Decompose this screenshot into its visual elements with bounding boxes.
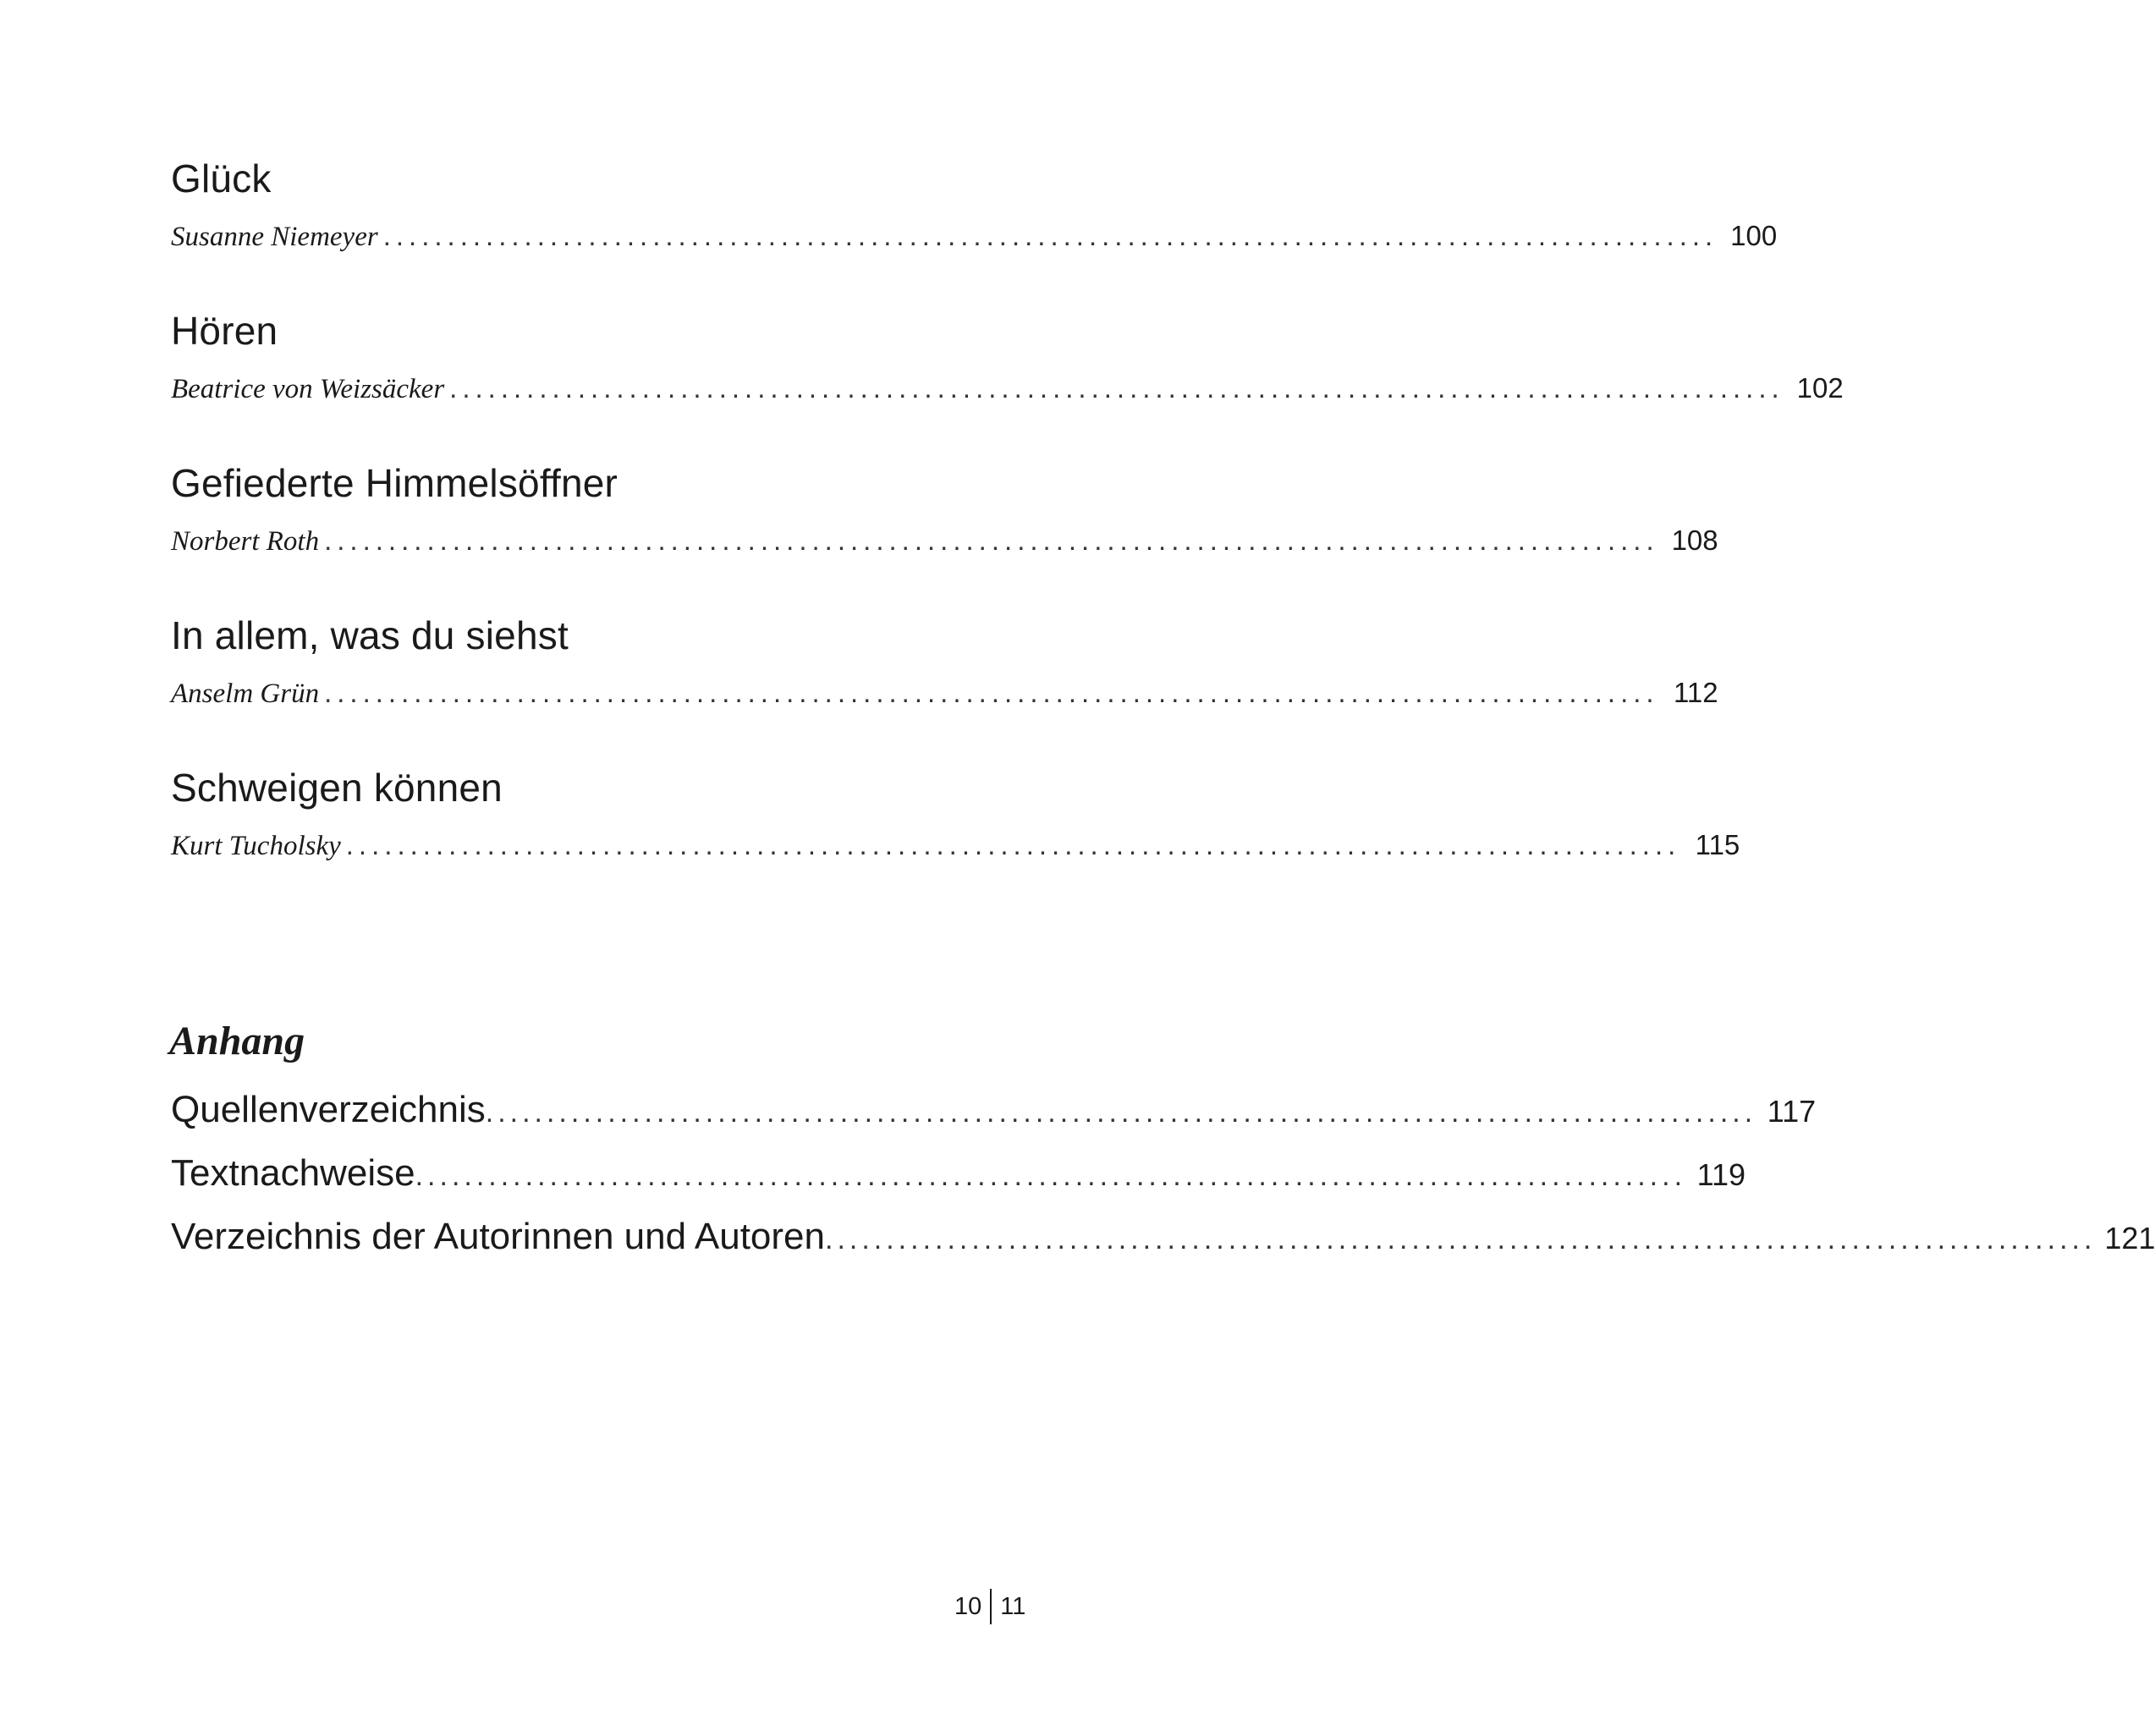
- appendix-item: [171, 1089, 1817, 1135]
- appendix-item-page-number: 121: [2104, 1221, 2155, 1255]
- entry-title: Glück: [171, 157, 272, 201]
- folio-separator: [990, 1589, 992, 1624]
- entry-title: Schweigen können: [171, 766, 503, 810]
- dot-leader: ........................................................................................................: [324, 525, 1659, 556]
- page-folio: [954, 1589, 1025, 1624]
- appendix-item: [171, 1152, 1746, 1199]
- appendix-item-title: Verzeichnis der Autorinnen und Autoren: [171, 1216, 825, 1257]
- entry-author: Norbert Roth: [171, 526, 320, 557]
- section-heading-appendix: Anhang: [169, 1019, 305, 1063]
- entry-author: Beatrice von Weizsäcker: [171, 374, 445, 404]
- author-line: [171, 220, 1778, 255]
- folio-left-page-number: 10: [954, 1592, 982, 1620]
- appendix-item-title: Quellenverzeichnis: [171, 1089, 486, 1130]
- dot-leader: ........................................................................................................: [415, 1160, 1687, 1192]
- entry-author: Kurt Tucholsky: [171, 831, 341, 861]
- entry-page-number: 108: [1671, 525, 1718, 556]
- appendix-item: [171, 1216, 2155, 1262]
- folio-right-page-number: 11: [1000, 1592, 1026, 1620]
- appendix-item-title: Textnachweise: [171, 1152, 415, 1194]
- author-line: [171, 372, 1844, 408]
- appendix-item-page-number: 117: [1767, 1094, 1817, 1129]
- entry-page-number: 102: [1796, 372, 1844, 404]
- dot-leader: ........................................................................................................: [345, 829, 1681, 860]
- entry-title: In allem, was du siehst: [171, 613, 569, 657]
- dot-leader: ........................................................................................................: [449, 372, 1784, 404]
- author-line: [171, 829, 1740, 865]
- dot-leader: ........................................................................................................: [324, 677, 1659, 708]
- entry-author: Anselm Grün: [171, 678, 320, 709]
- dot-leader: ........................................................................................................: [485, 1096, 1757, 1129]
- author-line: [171, 677, 1718, 712]
- dot-leader: ........................................................................................................: [382, 220, 1718, 251]
- entry-title: Hören: [171, 309, 278, 353]
- author-line: [171, 525, 1718, 560]
- entry-page-number: 100: [1730, 220, 1778, 251]
- entry-page-number: 115: [1695, 829, 1740, 860]
- entry-page-number: 112: [1673, 677, 1718, 708]
- entry-author: Susanne Niemeyer: [171, 222, 378, 252]
- dot-leader: ........................................................................................................: [825, 1223, 2097, 1255]
- appendix-item-page-number: 119: [1696, 1157, 1746, 1192]
- entry-title: Gefiederte Himmelsöffner: [171, 461, 618, 505]
